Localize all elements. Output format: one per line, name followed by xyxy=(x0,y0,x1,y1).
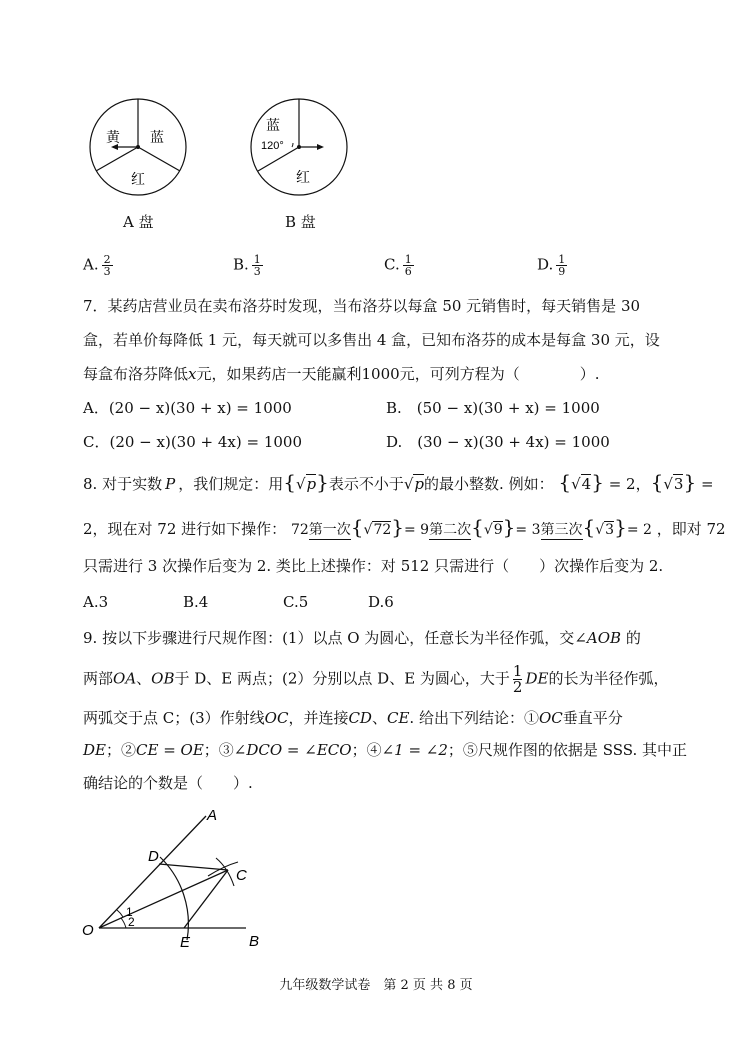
q6-option-c[interactable]: C. $\frac{1}{6}$ xyxy=(384,253,412,278)
spinner-a-yellow: 黄 xyxy=(106,129,120,145)
spinner-a-blue: 蓝 xyxy=(150,129,164,145)
q7-option-d[interactable]: D. (30 − x)(30 + 4x) = 1000 xyxy=(386,433,610,451)
spinner-a-red: 红 xyxy=(131,171,145,187)
q7-option-b[interactable]: B. (50 − x)(30 + x) = 1000 xyxy=(386,399,600,417)
q9-line-4: DE；②CE = OE；③∠DCO = ∠ECO；④∠1 = ∠2；⑤尺规作图的依据是 SSS. 其中正 xyxy=(83,741,687,759)
angle-2-label: 2 xyxy=(128,915,135,929)
spinner-a-figure xyxy=(85,92,195,204)
q7-line-1: 7．某药店营业员在卖布洛芬时发现，当布洛芬以每盒 50 元销售时，每天销售是 30 xyxy=(83,297,641,315)
spinner-b-angle: 120° xyxy=(261,140,284,152)
q8-option-d[interactable]: D.6 xyxy=(368,593,394,611)
label-c: C xyxy=(236,867,247,884)
q8-line-1: 8. 对于实数 P ，我们规定：用{√p}表示不小于√p的最小整数. 例如： {√4} = 2，{√3} = xyxy=(83,470,714,494)
q9-line-1: 9. 按以下步骤进行尺规作图：(1）以点 O 为圆心，任意长为半径作弧，交∠AOB 的 xyxy=(83,629,641,647)
spinner-b-blue: 蓝 xyxy=(266,117,280,133)
q6-option-d[interactable]: D. $\frac{1}{9}$ xyxy=(537,253,566,278)
label-a: A xyxy=(207,807,218,824)
q6-option-b[interactable]: B. $\frac{1}{3}$ xyxy=(233,253,261,278)
construction-figure xyxy=(78,800,278,952)
label-d: D xyxy=(148,848,159,865)
label-b: B xyxy=(249,933,260,950)
q9-line-2: 两部OA、OB于 D、E 两点；(2）分别以点 D、E 为圆心，大于 $\frac{1}{2}$ DE的长为半径作弧， xyxy=(83,662,669,696)
q8-line-2: 2，现在对 72 进行如下操作： 72第一次{√72}= 9第二次{√9}= 3第三次{√3}= 2 ，即对 72 xyxy=(83,515,726,539)
spinner-a-caption: A 盘 xyxy=(123,213,154,231)
q8-line-3: 只需进行 3 次操作后变为 2. 类比上述操作：对 512 只需进行（ ）次操作后变为 2. xyxy=(83,557,664,575)
q8-option-b[interactable]: B.4 xyxy=(183,593,209,611)
q7-line-3: 每盒布洛芬降低x元，如果药店一天能赢利1000元，可列方程为（ ）. xyxy=(83,365,600,383)
q7-option-a[interactable]: A．(20 − x)(30 + x) = 1000 xyxy=(83,399,292,417)
q8-option-a[interactable]: A.3 xyxy=(83,593,109,611)
q7-line-2: 盒，若单价每降低 1 元，每天就可以多售出 4 盒，已知布洛芬的成本是每盒 30 元，设 xyxy=(83,331,660,349)
q6-option-a[interactable]: A. $\frac{2}{3}$ xyxy=(83,253,111,278)
spinner-b-red: 红 xyxy=(296,169,310,185)
spinner-b-figure xyxy=(244,92,356,204)
label-e: E xyxy=(180,934,191,951)
q9-line-5: 确结论的个数是（ ）. xyxy=(83,774,253,792)
page-footer: 九年级数学试卷 第 2 页 共 8 页 xyxy=(279,978,473,993)
label-o: O xyxy=(82,922,94,939)
q7-option-c[interactable]: C．(20 − x)(30 + 4x) = 1000 xyxy=(83,433,303,451)
q8-option-c[interactable]: C.5 xyxy=(283,593,309,611)
spinner-b-caption: B 盘 xyxy=(285,213,316,231)
angle-1-label: 1 xyxy=(126,905,133,919)
q9-line-3: 两弧交于点 C；(3）作射线OC，并连接CD、CE. 给出下列结论：①OC垂直平分 xyxy=(83,709,623,727)
